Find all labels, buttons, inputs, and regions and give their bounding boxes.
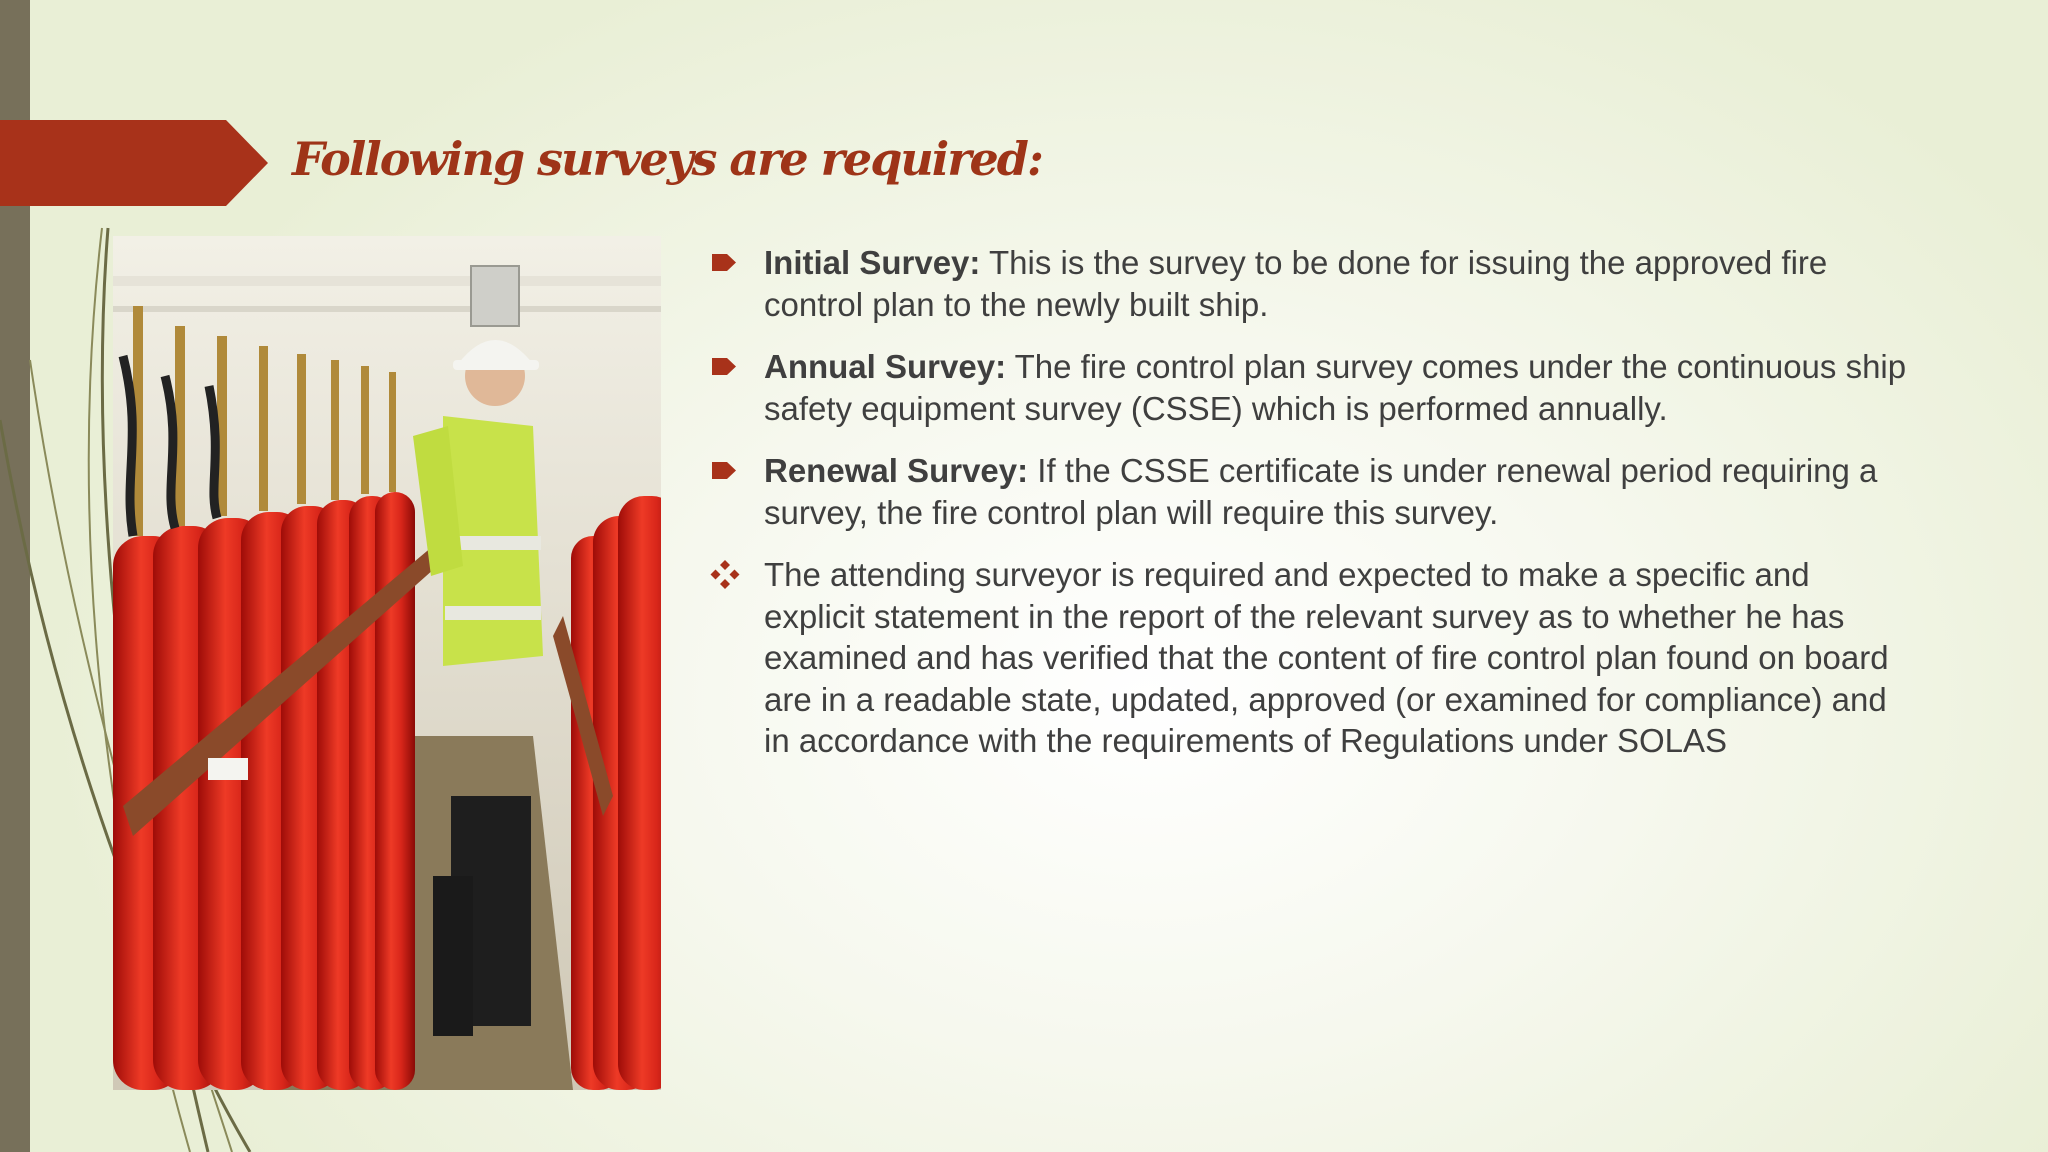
initial-survey-text: This is the survey to be done for issuing the approved fire control plan to the newly built ship. xyxy=(764,244,1828,323)
annual-survey-label: Annual Survey: xyxy=(764,348,1007,385)
slide-title: Following surveys are required: xyxy=(292,132,1042,186)
list-item-surveyor-statement xyxy=(706,554,1916,762)
fire-cylinders-photo xyxy=(113,236,661,1090)
arrow-bullet-icon xyxy=(710,242,740,283)
initial-survey-label: Initial Survey: xyxy=(764,244,981,281)
arrow-bullet-icon xyxy=(710,450,740,491)
surveyor-statement-text: The attending surveyor is required and expected to make a specific and explicit statement in the report of the relevant survey as to whether he has examined and has verified that the content of fire control plan found on board are in a readable state, updated, approved (or examined for compliance) and in accordance with the requirements of Regulations under SOLAS xyxy=(764,556,1889,759)
arrow-bullet-icon xyxy=(710,346,740,387)
renewal-survey-text: If the CSSE certificate is under renewal period requiring a survey, the fire control plan will require this survey. xyxy=(764,452,1878,531)
list-item-annual-survey xyxy=(706,346,1916,429)
list-item-initial-survey xyxy=(706,242,1916,325)
title-arrow-banner xyxy=(0,120,268,206)
annual-survey-text: The fire control plan survey comes under the continuous ship safety equipment survey (CSSE) which is performed annually. xyxy=(764,348,1907,427)
renewal-survey-label: Renewal Survey: xyxy=(764,452,1029,489)
diamond-bullet-icon xyxy=(710,554,740,595)
list-item-renewal-survey xyxy=(706,450,1916,533)
survey-list xyxy=(706,242,1916,783)
